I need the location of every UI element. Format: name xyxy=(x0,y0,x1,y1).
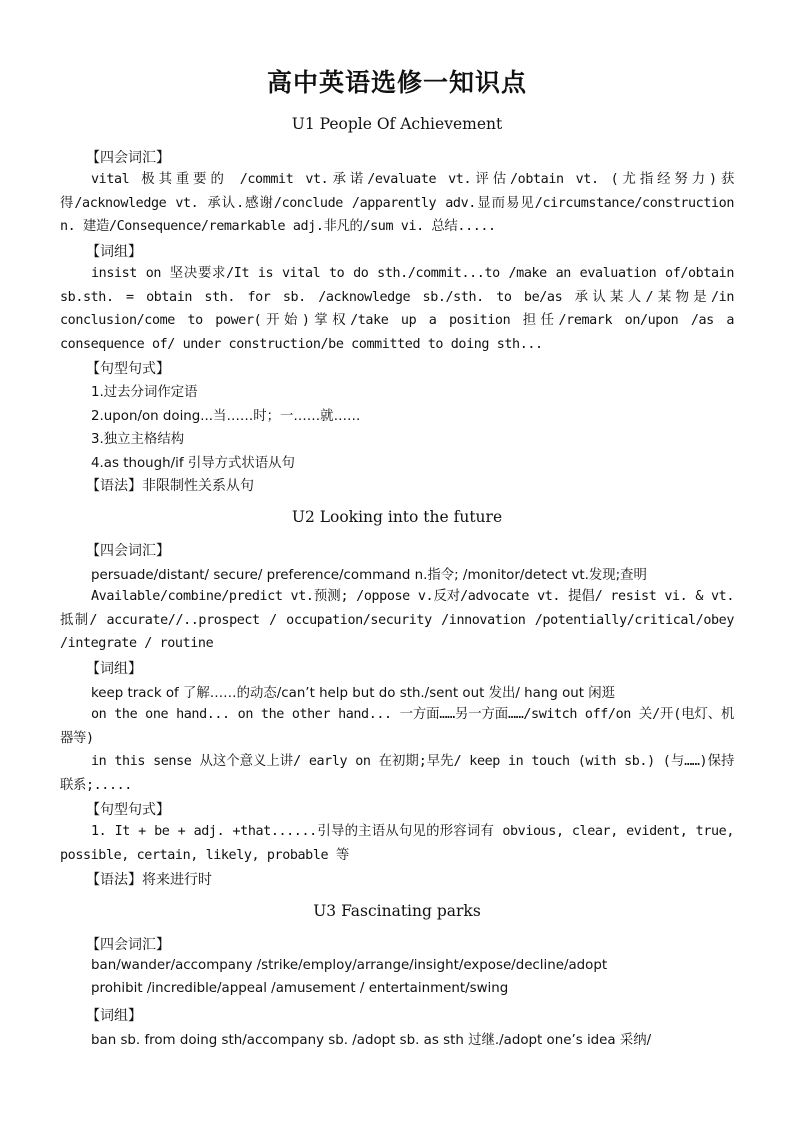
unit3-phrase-line: ban sb. from doing sth/accompany sb. /adopt sb. as sth 过继./adopt one’s idea 采纳/ xyxy=(91,1033,652,1048)
unit3-vocab-tag: 【四会词汇】 xyxy=(86,937,170,953)
document-title: 高中英语选修一知识点 xyxy=(266,68,527,97)
unit1-heading: U1 People Of Achievement xyxy=(291,115,503,133)
unit3-phrase-tag: 【词组】 xyxy=(86,1008,142,1024)
unit1-vocab-paragraph xyxy=(60,168,734,239)
unit3-vocab-line: prohibit /incredible/appeal /amusement / entertainment/swing xyxy=(91,981,509,996)
unit2-phrase-line: keep track of 了解……的动态/can’t help but do sth./sent out 发出/ hang out 闲逛 xyxy=(91,686,616,701)
unit1-vocab-text: vital 极其重要的 /commit vt.承诺/evaluate vt.评估/obtain vt. (尤指经努力)获得/acknowledge vt. 承认.感谢/conclude /apparently adv.显而易见/circumstance/construction n. 建造/Consequence/remarkable adj.非凡的/sum vi. 总结..... xyxy=(60,172,734,234)
unit2-heading: U2 Looking into the future xyxy=(291,508,503,526)
unit1-phrase-tag: 【词组】 xyxy=(86,244,142,260)
unit2-sentence-tag: 【句型句式】 xyxy=(86,802,170,818)
unit2-vocab-paragraph xyxy=(60,585,734,656)
unit2-phrase-text-2: on the one hand... on the other hand... 一方面……另一方面……/switch off/on 关/开(电灯、机器等) xyxy=(60,707,734,746)
unit2-grammar: 【语法】将来进行时 xyxy=(86,872,212,888)
unit1-grammar: 【语法】非限制性关系从句 xyxy=(86,478,254,494)
unit1-phrase-paragraph xyxy=(60,262,734,356)
unit1-sentence-item: 3.独立主格结构 xyxy=(91,432,185,447)
unit2-phrase-tag: 【词组】 xyxy=(86,661,142,677)
unit2-phrase-paragraph-2 xyxy=(60,703,734,750)
unit3-heading: U3 Fascinating parks xyxy=(313,902,481,920)
unit3-vocab-line: ban/wander/accompany /strike/employ/arrange/insight/expose/decline/adopt xyxy=(91,958,608,973)
unit1-phrase-text: insist on 坚决要求/It is vital to do sth./commit...to /make an evaluation of/obtain sb.sth. = obtain sth. for sb. /acknowledge sb./sth. to be/as 承认某人/某物是/in conclusion/come to power(开始)掌权/take up a position 担任/remark on/upon /as a consequence of/ under construction/be committed to doing sth... xyxy=(60,266,734,352)
unit1-sentence-tag: 【句型句式】 xyxy=(86,361,170,377)
unit2-sentence-paragraph xyxy=(60,820,734,867)
unit2-vocab-line: persuade/distant/ secure/ preference/command n.指令; /monitor/detect vt.发现;查明 xyxy=(91,568,647,583)
unit1-sentence-item: 1.过去分词作定语 xyxy=(91,385,198,400)
unit2-vocab-tag: 【四会词汇】 xyxy=(86,543,170,559)
unit2-phrase-text-3: in this sense 从这个意义上讲/ early on 在初期;早先/ keep in touch (with sb.) (与……)保持联系;..... xyxy=(60,754,734,793)
unit1-sentence-item: 2.upon/on doing...当……时；一……就…… xyxy=(91,409,361,424)
unit2-sentence-text: 1. It + be + adj. +that......引导的主语从句见的形容词有 obvious, clear, evident, true, possible, certain, likely, probable 等 xyxy=(60,824,734,863)
unit2-phrase-paragraph-3 xyxy=(60,750,734,797)
unit1-sentence-item: 4.as though/if 引导方式状语从句 xyxy=(91,456,295,471)
unit2-vocab-text: Available/combine/predict vt.预测; /oppose v.反对/advocate vt. 提倡/ resist vi. & vt. 抵制/ accurate//..prospect / occupation/security /innovation /potentially/critical/obey /integrate / routine xyxy=(60,589,734,651)
unit1-vocab-tag: 【四会词汇】 xyxy=(86,150,170,166)
